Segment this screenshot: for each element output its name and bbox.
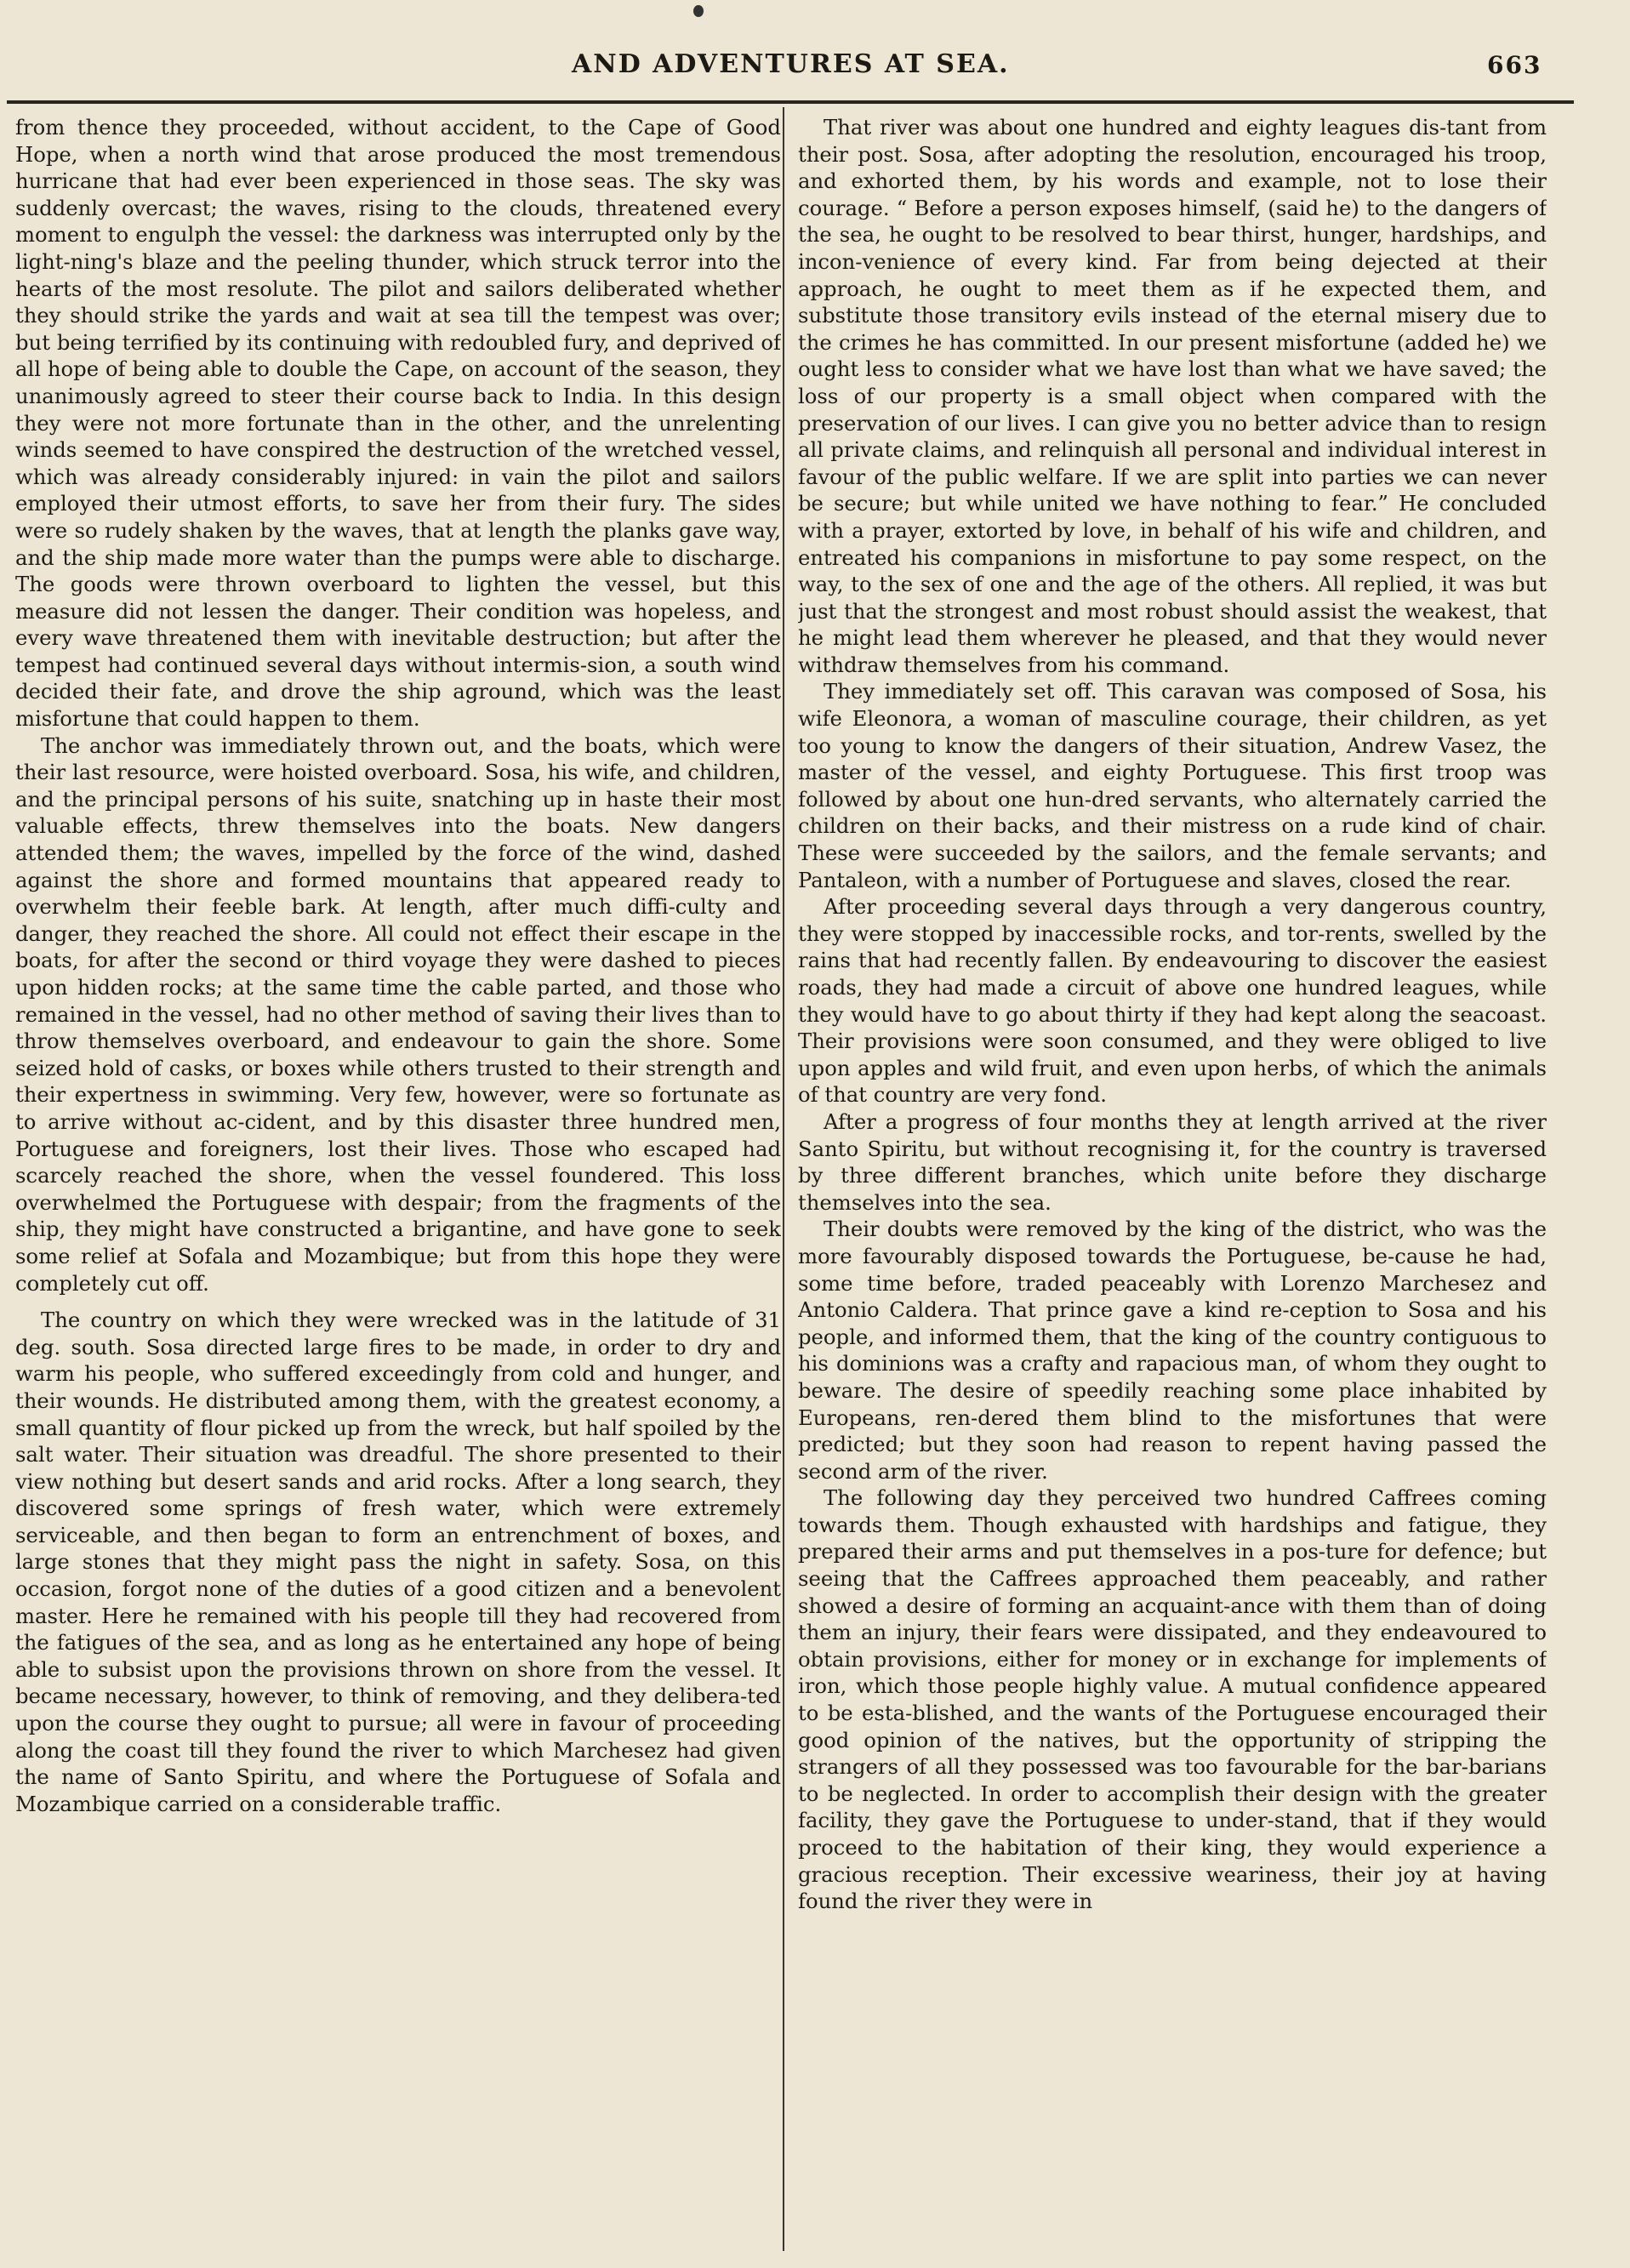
paragraph: from thence they proceeded, without accident, to the Cape of Good Hope, when a north wind that arose produced the most tremendous hurricane that had ever been experienced in those seas. The sky was suddenly overcast; the waves, rising to the clouds, threatened every moment to engulph the vessel: the darkness was interrupted only by the light-ning's blaze and the peeling thunder, which struck terror into the hearts of the most resolute. The pilot and sailors deliberated whether they should strike the yards and wait at sea till the tempest was over; but being terrified by its continuing with redoubled fury, and deprived of all hope of being able to double the Cape, on account of the season, they unanimously agreed to steer their course back to India. In this design they were not more fortunate than in the other, and the unrelenting winds seemed to have conspired the destruction of the wretched vessel, which was already considerably injured: in vain the pilot and sailors employed their utmost efforts, to save her from their fury. The sides were so rudely shaken by the waves, that at length the planks gave way, and the ship made more water than the pumps were able to discharge. The goods were thrown overboard to lighten the vessel, but this measure did not lessen the danger. Their condition was hopeless, and every wave threatened them with inevitable destruction; but after the tempest had continued several days without intermis-sion, a south wind decided their fate, and drove the ship aground, which was the least misfortune that could happen to them. <box>15 115 781 732</box>
ink-dot-mark <box>693 5 704 17</box>
right-column <box>798 114 1547 2258</box>
paragraph: The country on which they were wrecked was in the latitude of 31 deg. south. Sosa directed large fires to be made, in order to dry and warm his people, who suffered exceedingly from cold and hunger, and their wounds. He distributed among them, with the greatest economy, a small quantity of flour picked up from the wreck, but half spoiled by the salt water. Their situation was dreadful. The shore presented to their view nothing but desert sands and arid rocks. After a long search, they discovered some springs of fresh water, which were extremely serviceable, and then began to form an entrenchment of boxes, and large stones that they might pass the night in safety. Sosa, on this occasion, forgot none of the duties of a good citizen and a benevolent master. Here he remained with his people till they had recovered from the fatigues of the sea, and as long as he entertained any hope of being able to subsist upon the provisions thrown on shore from the vessel. It became necessary, however, to think of removing, and they delibera-ted upon the course they ought to pursue; all were in favour of proceeding along the coast till they found the river to which Marchesez had given the name of Santo Spiritu, and where the Portuguese of Sofala and Mozambique carried on a considerable traffic. <box>15 1308 781 1816</box>
paragraph: Their doubts were removed by the king of the district, who was the more favourably disposed towards the Portuguese, be-cause he had, some time before, traded peaceably with Lorenzo Marchesez and Antonio Caldera. That prince gave a kind re-ception to Sosa and his people, and informed them, that the king of the country contiguous to his dominions was a crafty and rapacious man, of whom they ought to beware. The desire of speedily reaching some place inhabited by Europeans, ren-dered them blind to the misfortunes that were predicted; but they soon had reason to repent having passed the second arm of the river. <box>798 1217 1547 1484</box>
paragraph: That river was about one hundred and eighty leagues dis-tant from their post. Sosa, after adopting the resolution, encouraged his troop, and exhorted them, by his words and example, not to lose their courage. “ Before a person exposes himself, (said he) to the dangers of the sea, he ought to be resolved to bear thirst, hunger, hardships, and incon-venience of every kind. Far from being dejected at their approach, he ought to meet them as if he expected them, and substitute those transitory evils instead of the eternal misery due to the crimes he has committed. In our present misfortune (added he) we ought less to consider what we have lost than what we have saved; the loss of our property is a small object when compared with the preservation of our lives. I can give you no better advice than to resign all private claims, and relinquish all personal and individual interest in favour of the public welfare. If we are split into parties we can never be secure; but while united we have nothing to fear.” He concluded with a prayer, extorted by love, in behalf of his wife and children, and entreated his companions in misfortune to pay some respect, on the way, to the sex of one and the age of the others. All replied, it was but just that the strongest and most robust should assist the weakest, that he might lead them wherever he pleased, and that they would never withdraw themselves from his command. <box>798 115 1547 677</box>
header-rule <box>7 100 1574 104</box>
paragraph: They immediately set off. This caravan was composed of Sosa, his wife Eleonora, a woman of masculine courage, their children, as yet too young to know the dangers of their situation, Andrew Vasez, the master of the vessel, and eighty Portuguese. This first troop was followed by about one hun-dred servants, who alternately carried the children on their backs, and their mistress on a rude kind of chair. These were succeeded by the sailors, and the female servants; and Pantaleon, with a number of Portuguese and slaves, closed the rear. <box>798 679 1547 892</box>
paragraph: The following day they perceived two hundred Caffrees coming towards them. Though exhausted with hardships and fatigue, they prepared their arms and put themselves in a pos-ture for defence; but seeing that the Caffrees approached them peaceably, and rather showed a desire of forming an acquaint-ance with them than of doing them an injury, their fears were dissipated, and they endeavoured to obtain provisions, either for money or in exchange for implements of iron, which those people highly value. A mutual confidence appeared to be esta-blished, and the wants of the Portuguese encouraged their good opinion of the natives, but the opportunity of stripping the strangers of all they possessed was too favourable for the bar-barians to be neglected. In order to accomplish their design with the greater facility, they gave the Portuguese to under-stand, that if they would proceed to the habitation of their king, they would experience a gracious reception. Their excessive weariness, their joy at having found the river they were in <box>798 1485 1547 1914</box>
running-title: AND ADVENTURES AT SEA. <box>572 49 1010 79</box>
paragraph: After proceeding several days through a very dangerous country, they were stopped by inaccessible rocks, and tor-rents, swelled by the rains that had recently fallen. By endeavouring to discover the easiest roads, they had made a circuit of above one hundred leagues, while they would have to go about thirty if they had kept along the seacoast. Their provisions were soon consumed, and they were obliged to live upon apples and wild fruit, and even upon herbs, of which the animals of that country are very fond. <box>798 894 1547 1108</box>
paragraph: After a progress of four months they at length arrived at the river Santo Spiritu, but without recognising it, for the country is traversed by three different branches, which unite before they discharge themselves into the sea. <box>798 1108 1547 1215</box>
page-number: 663 <box>1487 51 1542 79</box>
column-divider <box>783 107 784 2251</box>
running-header <box>0 49 1630 87</box>
left-column <box>15 114 781 2258</box>
paragraph: The anchor was immediately thrown out, and the boats, which were their last resource, were hoisted overboard. Sosa, his wife, and children, and the principal persons of his suite, snatching up in haste their most valuable effects, threw themselves into the boats. New dangers attended them; the waves, impelled by the force of the wind, dashed against the shore and formed mountains that appeared ready to overwhelm their feeble bark. At length, after much diffi-culty and danger, they reached the shore. All could not effect their escape in the boats, for after the second or third voyage they were dashed to pieces upon hidden rocks; at the same time the cable parted, and those who remained in the vessel, had no other method of saving their lives than to throw themselves overboard, and endeavour to gain the shore. Some seized hold of casks, or boxes while others trusted to their strength and their expertness in swimming. Very few, however, were so fortunate as to arrive without ac-cident, and by this disaster three hundred men, Portuguese and foreigners, lost their lives. Those who escaped had scarcely reached the shore, when the vessel foundered. This loss overwhelmed the Portuguese with despair; from the fragments of the ship, they might have constructed a brigantine, and have gone to seek some relief at Sofala and Mozambique; but from this hope they were completely cut off. <box>15 732 781 1296</box>
